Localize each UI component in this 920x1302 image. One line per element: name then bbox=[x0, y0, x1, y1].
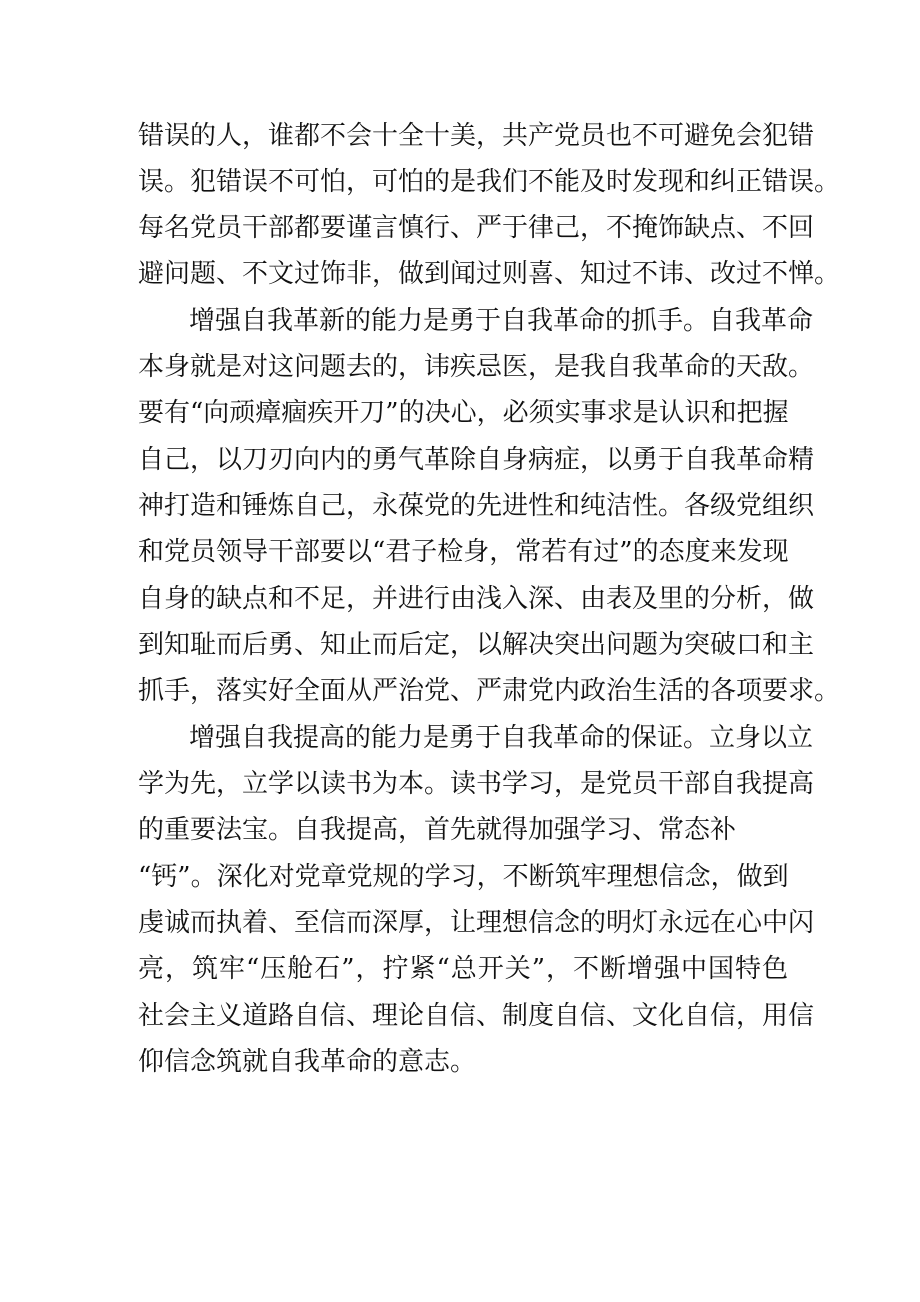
text-line: 亮，筑牢“压舱石”，拧紧“总开关”，不断增强中国特色 bbox=[138, 954, 788, 984]
text-line: 社会主义道路自信、理论自信、制度自信、文化自信，用信 bbox=[138, 1001, 815, 1031]
paragraph-first-line: 增强自我革新的能力是勇于自我革命的抓手。自我革命 bbox=[189, 306, 814, 336]
text-line: 本身就是对这问题去的，讳疾忌医，是我自我革命的天敌。 bbox=[138, 352, 815, 382]
text-line: 仰信念筑就自我革命的意志。 bbox=[138, 1047, 477, 1077]
text-line: 的重要法宝。自我提高，首先就得加强学习、常态补 bbox=[138, 815, 737, 845]
text-line: 误。犯错误不可怕，可怕的是我们不能及时发现和纠正错误。 bbox=[138, 167, 841, 197]
text-line: 抓手，落实好全面从严治党、严肃党内政治生活的各项要求。 bbox=[138, 676, 841, 706]
text-line: 自己，以刀刃向内的勇气革除自身病症，以勇于自我革命精 bbox=[138, 445, 815, 475]
text-line: 和党员领导干部要以“君子检身，常若有过”的态度来发现 bbox=[138, 537, 789, 567]
text-line: 神打造和锤炼自己，永葆党的先进性和纯洁性。各级党组织 bbox=[138, 491, 815, 521]
text-line: 错误的人，谁都不会十全十美，共产党员也不可避免会犯错 bbox=[138, 121, 815, 151]
text-line: 虔诚而执着、至信而深厚，让理想信念的明灯永远在心中闪 bbox=[138, 908, 815, 938]
paragraph-first-line: 增强自我提高的能力是勇于自我革命的保证。立身以立 bbox=[189, 723, 814, 753]
text-line: 自身的缺点和不足，并进行由浅入深、由表及里的分析，做 bbox=[138, 584, 815, 614]
text-line: 到知耻而后勇、知止而后定，以解决突出问题为突破口和主 bbox=[138, 630, 815, 660]
text-line: “钙”。深化对党章党规的学习，不断筑牢理想信念，做到 bbox=[138, 862, 789, 892]
text-line: 每名党员干部都要谨言慎行、严于律己，不掩饰缺点、不回 bbox=[138, 213, 815, 243]
text-line: 避问题、不文过饰非，做到闻过则喜、知过不讳、改过不惮。 bbox=[138, 259, 841, 289]
text-line: 学为先，立学以读书为本。读书学习，是党员干部自我提高 bbox=[138, 769, 815, 799]
text-line: 要有“向顽瘴痼疾开刀”的决心，必须实事求是认识和把握 bbox=[138, 398, 789, 428]
